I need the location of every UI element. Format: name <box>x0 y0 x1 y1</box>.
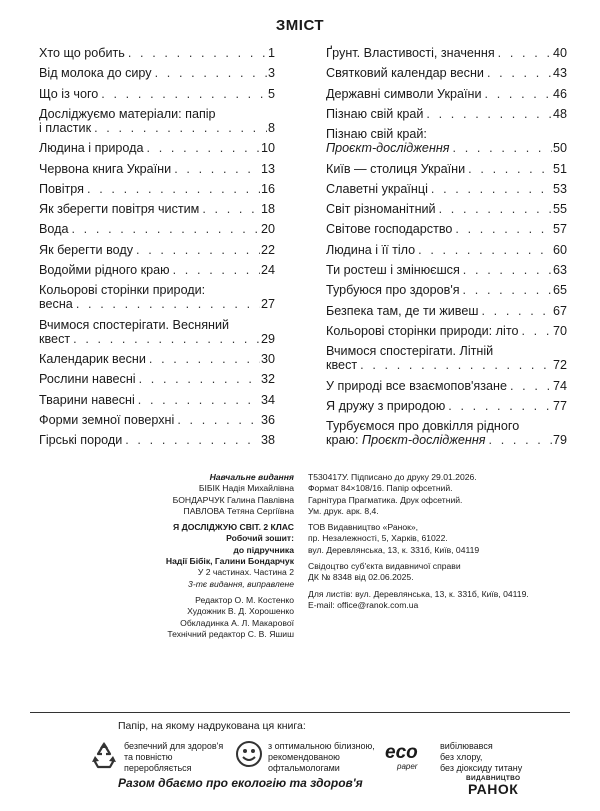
toc-page-number: 24 <box>260 263 275 277</box>
publisher-address: ТОВ Видавництво «Ранок», <box>308 522 419 533</box>
toc-leader-dots <box>521 324 552 338</box>
toc-leader-dots <box>455 222 552 236</box>
toc-entry <box>326 304 567 318</box>
toc-leader-dots <box>177 413 260 427</box>
toc-leader-dots <box>487 66 552 80</box>
toc-page-number: 57 <box>552 222 567 237</box>
tech-editor: Технічний редактор С. В. Яшиш <box>167 628 294 639</box>
toc-entry-label: Світове господарство <box>326 222 453 237</box>
to-textbook: до підручника <box>233 544 294 555</box>
book-title: Я ДОСЛІДЖУЮ СВІТ. 2 КЛАС <box>173 522 294 533</box>
page-title: ЗМІСТ <box>275 17 325 34</box>
toc-leader-dots <box>87 182 260 196</box>
toc-leader-dots <box>481 304 552 318</box>
toc-entry-label: Як зберегти повітря чистим <box>39 202 200 217</box>
toc-page-number: 16 <box>260 181 275 196</box>
toc-entry <box>326 379 567 393</box>
toc-entry-label: Пізнаю свій край: <box>326 127 427 142</box>
toc-entry-label: Хто що робить <box>39 46 125 60</box>
toc-page-number: 34 <box>260 392 275 407</box>
toc-leader-dots <box>155 66 267 80</box>
toc-entry-label: Календарик весни <box>39 351 146 366</box>
toc-page-number: 10 <box>260 141 275 156</box>
toc-page-number: 1 <box>267 46 275 60</box>
toc-leader-dots <box>468 162 552 176</box>
publisher-name: РАНОК <box>468 781 519 797</box>
toc-leader-dots <box>173 263 260 277</box>
edition: 3-тє видання, виправлене <box>188 578 294 589</box>
toc-entry-label: Світ різноманітний <box>326 202 436 217</box>
author: ПАВЛОВА Тетяна Сергіївна <box>183 505 294 516</box>
toc-page-number: 53 <box>552 181 567 196</box>
contact: Для листів: вул. Деревлянська, 13, к. 331б, Київ, 04119. <box>308 588 529 599</box>
toc-entry-label: Я дружу з природою <box>326 398 446 413</box>
toc-entry-label: квест <box>326 358 358 373</box>
print-info: Гарнітура Прагматика. Друк офсетний. <box>308 494 463 505</box>
toc-entry-label: Кольорові сторінки природи: <box>39 283 206 298</box>
toc-page-number: 46 <box>552 86 567 101</box>
eco-item-whiteness: з оптимальною білизною, рекомендованою офтальмологами <box>268 741 375 773</box>
editor: Редактор О. М. Костенко <box>195 594 294 605</box>
toc-entry <box>326 419 567 447</box>
toc-leader-dots <box>439 202 552 216</box>
recycle-icon <box>88 740 120 772</box>
toc-page-number: 65 <box>552 283 567 298</box>
toc-entry <box>326 162 567 176</box>
toc-page-number: 63 <box>552 263 567 277</box>
toc-entry-label: Людина і природа <box>39 141 144 156</box>
parts: У 2 частинах. Частина 2 <box>197 567 294 578</box>
toc-entry-label: Проєкт-дослідження <box>326 141 450 156</box>
toc-entry-label: Досліджуємо матеріали: папір <box>39 106 216 121</box>
toc-leader-dots <box>147 141 260 155</box>
toc-entry-label: Людина і її тіло <box>326 242 416 257</box>
toc-page-number: 70 <box>552 323 567 338</box>
toc-page-number: 40 <box>552 46 567 60</box>
toc-leader-dots <box>128 46 267 60</box>
toc-entry <box>326 202 567 216</box>
publisher-address: вул. Деревлянська, 13, к. 331б, Київ, 04119 <box>308 544 480 555</box>
toc-entry <box>39 413 275 427</box>
certificate: Свідоцтво суб'єкта видавничої справи <box>308 561 461 572</box>
toc-entry <box>326 283 567 297</box>
toc-entry-label: Турбуємося про довкілля рідного <box>326 419 520 434</box>
eco-item-safe: безпечний для здоров'я та повністю переробляється <box>124 741 224 773</box>
toc-leader-dots <box>125 433 260 447</box>
toc-page-number: 51 <box>552 161 567 176</box>
toc-entry <box>326 344 567 372</box>
toc-entry-label: Ґрунт. Властивості, значення <box>326 46 495 60</box>
publisher-address: пр. Незалежності, 5, Харків, 61022. <box>308 533 448 544</box>
toc-entry-label: Безпека там, де ти живеш <box>326 303 479 318</box>
toc-entry-label: Червона книга України <box>39 161 172 176</box>
toc-entry <box>326 243 567 257</box>
toc-entry <box>39 318 275 346</box>
toc-page-number: 55 <box>552 202 567 217</box>
toc-entry-label: Як берегти воду <box>39 242 134 257</box>
toc-entry-label: Пізнаю свій край <box>326 106 424 121</box>
toc-entry <box>39 263 275 277</box>
toc-entry <box>39 372 275 386</box>
toc-entry-label: Тварини навесні <box>39 392 135 407</box>
toc-page-number: 22 <box>260 242 275 257</box>
toc-entry <box>39 182 275 196</box>
toc-entry-label: Ти ростеш і змінюєшся <box>326 263 460 277</box>
toc-leader-dots <box>73 332 260 346</box>
toc-leader-dots <box>485 87 552 101</box>
toc-page-number: 18 <box>260 202 275 217</box>
toc-leader-dots <box>510 379 552 393</box>
toc-leader-dots <box>448 399 552 413</box>
toc-leader-dots <box>202 202 260 216</box>
artist: Художник В. Д. Хорошенко <box>187 606 294 617</box>
imprint-left <box>130 472 294 640</box>
toc-entry-label: Турбуюся про здоров'я <box>326 283 460 298</box>
toc-page-number: 30 <box>260 351 275 366</box>
toc-entry <box>39 433 275 447</box>
print-info: Формат 84×108/16. Папір офсетний. <box>308 483 453 494</box>
toc-leader-dots <box>94 121 267 135</box>
contact: E-mail: office@ranok.com.ua <box>308 599 419 610</box>
toc-page-number: 43 <box>552 66 567 81</box>
toc-leader-dots <box>453 141 552 155</box>
toc-entry <box>326 263 567 277</box>
toc-page-number: 60 <box>552 242 567 257</box>
toc-entry-label: краю: Проєкт-дослідження <box>326 433 486 448</box>
toc-leader-dots <box>431 182 552 196</box>
toc-leader-dots <box>136 243 260 257</box>
toc-leader-dots <box>149 352 260 366</box>
toc-entry-label: весна <box>39 297 73 312</box>
certificate: ДК № 8348 від 02.06.2025. <box>308 572 414 583</box>
toc-entry <box>326 87 567 101</box>
toc-entry-label: Кольорові сторінки природи: літо <box>326 323 519 338</box>
toc-leader-dots <box>360 358 552 372</box>
workbook-label: Робочий зошит: <box>226 533 294 544</box>
eco-logo-word: eco <box>385 742 418 763</box>
toc-page-number: 5 <box>267 86 275 101</box>
toc-entry <box>326 399 567 413</box>
toc-leader-dots <box>138 393 260 407</box>
toc-page-number: 3 <box>267 66 275 81</box>
toc-entry <box>39 107 275 135</box>
toc-entry <box>39 222 275 236</box>
print-info: Ум. друк. арк. 8,4. <box>308 505 379 516</box>
toc-entry-label: Вчимося спостерігати. Літній <box>326 344 494 359</box>
smiley-icon <box>235 740 263 768</box>
eco-paper-logo <box>383 738 433 772</box>
toc-entry <box>39 243 275 257</box>
toc-leader-dots <box>463 263 552 277</box>
eco-logo-sub: paper <box>397 762 418 771</box>
toc-entry <box>326 324 567 338</box>
toc-entry-label: Державні символи України <box>326 86 482 101</box>
toc-entry <box>39 46 275 60</box>
toc-entry-label: Водойми рідного краю <box>39 263 170 277</box>
toc-entry <box>39 202 275 216</box>
toc-entry-label: квест <box>39 331 71 346</box>
author: БОНДАРЧУК Галина Павлівна <box>172 494 294 505</box>
toc-entry <box>39 66 275 80</box>
toc-page-number: 29 <box>260 331 275 346</box>
toc-entry <box>39 393 275 407</box>
eco-slogan: Разом дбаємо про екологію та здоров'я <box>118 776 363 790</box>
toc-page-number: 72 <box>552 358 567 373</box>
publisher-small: ВИДАВНИЦТВО <box>466 775 521 782</box>
toc-leader-dots <box>426 107 552 121</box>
cover-designer: Обкладинка А. Л. Макарової <box>180 617 294 628</box>
toc-page-number: 20 <box>260 222 275 237</box>
toc-entry-label: Повітря <box>39 181 84 196</box>
toc-page-number: 48 <box>552 106 567 121</box>
toc-page-number: 8 <box>267 120 275 135</box>
toc-entry <box>326 46 567 60</box>
toc-entry-label: Київ — столиця України <box>326 161 466 176</box>
toc-entry-label: і пластик <box>39 120 92 135</box>
toc-entry-label: Форми земної поверхні <box>39 412 175 427</box>
toc-entry <box>326 222 567 236</box>
eco-divider <box>30 712 570 713</box>
toc-entry-label: Вчимося спостерігати. Весняний <box>39 317 230 332</box>
toc-leader-dots <box>463 283 552 297</box>
eco-item-bleaching: вибілювався без хлору, без діоксиду титану <box>440 741 523 773</box>
toc-entry <box>326 66 567 80</box>
toc-entry-label: У природі все взаємопов'язане <box>326 378 507 393</box>
eco-heading: Папір, на якому надрукована ця книга: <box>118 720 306 732</box>
toc-entry <box>39 141 275 155</box>
toc-page-number: 77 <box>552 398 567 413</box>
toc-page-number: 13 <box>260 161 275 176</box>
toc-entry <box>326 182 567 196</box>
toc-page-number: 38 <box>260 433 275 448</box>
toc-entry <box>326 107 567 121</box>
toc-entry-label: Славетні українці <box>326 181 428 196</box>
toc-entry-label: Святковий календар весни <box>326 66 484 81</box>
toc-page-number: 36 <box>260 412 275 427</box>
toc-entry-label: Що із чого <box>39 86 99 101</box>
toc-leader-dots <box>418 243 552 257</box>
edition-type: Навчальне видання <box>209 472 294 482</box>
imprint-right <box>308 472 568 611</box>
publisher-logo <box>466 773 520 795</box>
toc-entry <box>39 283 275 311</box>
author: БІБІК Надія Михайлівна <box>198 483 294 494</box>
toc-page-number: 67 <box>552 303 567 318</box>
toc-leader-dots <box>71 222 260 236</box>
toc-leader-dots <box>76 297 260 311</box>
toc-entry <box>39 352 275 366</box>
toc-entry-label: Гірські породи <box>39 433 123 448</box>
print-info: Т530417У. Підписано до друку 29.01.2026. <box>308 472 477 482</box>
toc-entry <box>39 87 275 101</box>
toc-leader-dots <box>101 87 267 101</box>
textbook-authors: Надії Бібік, Галини Бондарчук <box>165 556 294 567</box>
toc-leader-dots <box>139 372 260 386</box>
toc-leader-dots <box>489 433 552 447</box>
toc-entry <box>39 162 275 176</box>
toc-leader-dots <box>174 162 260 176</box>
toc-page-number: 79 <box>552 433 567 448</box>
toc-leader-dots <box>498 46 552 60</box>
toc-page-number: 74 <box>552 378 567 393</box>
toc-page-number: 32 <box>260 372 275 387</box>
toc-entry-label: Вода <box>39 222 69 237</box>
toc-page-number: 50 <box>552 141 567 156</box>
toc-entry-label: Від молока до сиру <box>39 66 152 81</box>
toc-page-number: 27 <box>260 297 275 312</box>
toc-entry-label: Рослини навесні <box>39 372 136 387</box>
toc-entry <box>326 127 567 155</box>
